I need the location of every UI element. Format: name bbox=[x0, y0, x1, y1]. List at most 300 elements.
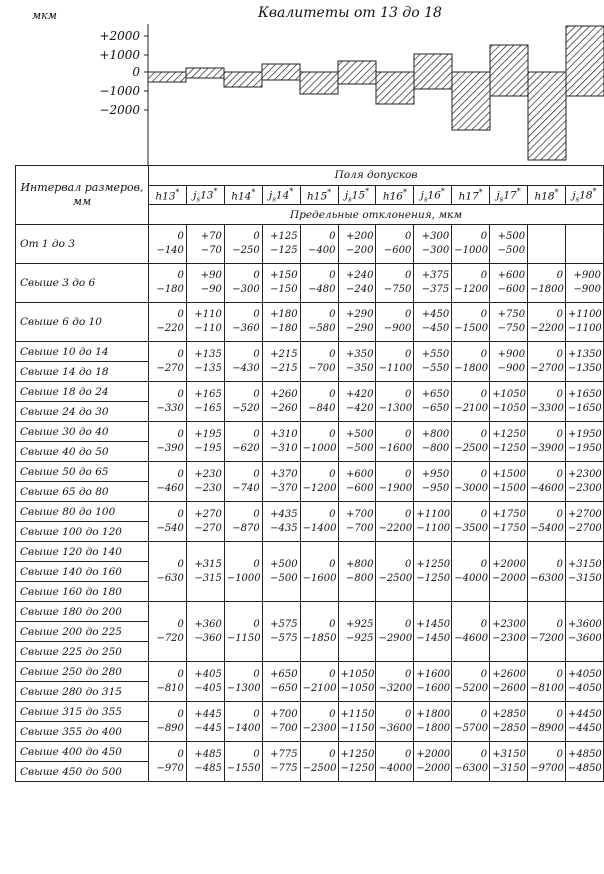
lower-deviation: −870 bbox=[232, 522, 260, 534]
deviation-cell bbox=[262, 422, 300, 462]
upper-deviation: 0 bbox=[404, 428, 412, 440]
upper-deviation: 0 bbox=[480, 618, 488, 630]
tolerance-bar bbox=[528, 72, 566, 160]
lower-deviation: −400 bbox=[308, 245, 336, 256]
lower-deviation: −3150 bbox=[492, 762, 526, 774]
lower-deviation: −1150 bbox=[226, 632, 261, 644]
deviation-cell bbox=[565, 422, 603, 462]
deviation-cell bbox=[565, 742, 603, 782]
tolerance-bar bbox=[148, 72, 186, 82]
deviation-cell bbox=[565, 602, 603, 662]
deviation-cell bbox=[452, 542, 490, 602]
y-axis-ticks bbox=[99, 29, 148, 117]
tolerance-bar bbox=[376, 72, 414, 104]
deviation-cell bbox=[565, 382, 603, 422]
deviation-cell bbox=[338, 602, 376, 662]
deviation-cell bbox=[338, 225, 376, 264]
lower-deviation: −1800 bbox=[530, 284, 564, 295]
deviation-cell bbox=[186, 225, 224, 264]
deviation-cell bbox=[224, 422, 262, 462]
upper-deviation: +165 bbox=[194, 388, 222, 400]
lower-deviation: −2200 bbox=[530, 323, 564, 334]
lower-deviation: −270 bbox=[156, 362, 184, 374]
deviation-cell bbox=[376, 422, 414, 462]
lower-deviation: −450 bbox=[421, 323, 450, 334]
upper-deviation: 0 bbox=[404, 348, 412, 360]
interval-cell: Свыше 50 до 65 bbox=[16, 462, 149, 482]
lower-deviation: −150 bbox=[270, 284, 298, 295]
lower-deviation: −370 bbox=[270, 482, 298, 494]
lower-deviation: −1000 bbox=[454, 245, 489, 256]
deviation-cell bbox=[149, 422, 187, 462]
deviation-cell bbox=[300, 602, 338, 662]
chart-title: Квалитеты от 13 до 18 bbox=[258, 5, 442, 21]
deviation-cell bbox=[528, 742, 566, 782]
lower-deviation: −435 bbox=[270, 522, 298, 534]
deviation-cell bbox=[414, 542, 452, 602]
y-tick-label: +1000 bbox=[99, 48, 140, 62]
deviation-cell bbox=[414, 702, 452, 742]
lower-deviation: −3600 bbox=[567, 632, 602, 644]
lower-deviation: −260 bbox=[270, 402, 298, 414]
upper-deviation: 0 bbox=[177, 558, 184, 570]
lower-deviation: −310 bbox=[270, 442, 298, 454]
deviation-cell bbox=[414, 502, 452, 542]
deviation-cell bbox=[338, 264, 376, 303]
deviation-cell bbox=[528, 382, 566, 422]
upper-deviation: 0 bbox=[480, 668, 488, 680]
deviation-cell bbox=[414, 602, 452, 662]
lower-deviation: −925 bbox=[345, 632, 374, 644]
lower-deviation: −2600 bbox=[492, 682, 526, 694]
lower-deviation: −230 bbox=[194, 482, 222, 494]
upper-deviation: 0 bbox=[329, 508, 336, 520]
lower-deviation: −810 bbox=[156, 682, 184, 694]
deviation-cell bbox=[490, 662, 528, 702]
interval-cell: Свыше 14 до 18 bbox=[16, 362, 149, 382]
upper-deviation: +2300 bbox=[567, 468, 602, 480]
deviation-cell bbox=[186, 702, 224, 742]
lower-deviation: −740 bbox=[232, 482, 260, 494]
lower-deviation: −650 bbox=[270, 682, 298, 694]
upper-deviation: 0 bbox=[480, 348, 488, 360]
upper-deviation: 0 bbox=[480, 388, 488, 400]
lower-deviation: −1100 bbox=[567, 323, 602, 334]
deviation-cell bbox=[149, 542, 187, 602]
deviation-cell bbox=[262, 462, 300, 502]
tolerance-bar bbox=[262, 64, 300, 80]
deviation-cell bbox=[338, 662, 376, 702]
lower-deviation: −3500 bbox=[454, 522, 489, 534]
upper-deviation: +445 bbox=[194, 708, 222, 720]
lower-deviation: −125 bbox=[270, 245, 298, 256]
deviation-cell bbox=[186, 602, 224, 662]
lower-deviation: −550 bbox=[421, 362, 450, 374]
upper-deviation: +360 bbox=[194, 618, 222, 630]
upper-deviation: 0 bbox=[329, 558, 336, 570]
lower-deviation: −3000 bbox=[454, 482, 489, 494]
lower-deviation: −180 bbox=[270, 323, 298, 334]
upper-deviation: +1600 bbox=[416, 668, 451, 680]
lower-deviation: −4600 bbox=[454, 632, 489, 644]
deviation-cell bbox=[186, 303, 224, 342]
upper-deviation: +450 bbox=[421, 309, 450, 320]
lower-deviation: −700 bbox=[345, 522, 374, 534]
lower-deviation: −445 bbox=[194, 722, 222, 734]
lower-deviation: −1550 bbox=[226, 762, 261, 774]
deviation-cell bbox=[262, 742, 300, 782]
upper-deviation: +1050 bbox=[492, 388, 526, 400]
lower-deviation: −3600 bbox=[378, 722, 413, 734]
deviation-cell bbox=[149, 662, 187, 702]
deviation-cell bbox=[414, 264, 452, 303]
upper-deviation: 0 bbox=[177, 618, 184, 630]
upper-deviation: 0 bbox=[556, 508, 563, 520]
upper-deviation: +775 bbox=[270, 748, 298, 760]
upper-deviation: 0 bbox=[556, 468, 563, 480]
upper-deviation: 0 bbox=[556, 348, 563, 360]
upper-deviation: 0 bbox=[329, 468, 336, 480]
column-header: $j_s16^*$ bbox=[414, 185, 452, 205]
deviation-cell bbox=[376, 342, 414, 382]
deviation-cell bbox=[224, 742, 262, 782]
column-header: $j_s18^*$ bbox=[565, 185, 603, 205]
upper-deviation: 0 bbox=[177, 231, 184, 242]
deviation-cell bbox=[186, 662, 224, 702]
deviation-cell bbox=[224, 264, 262, 303]
upper-deviation: 0 bbox=[556, 388, 563, 400]
lower-deviation: −1150 bbox=[340, 722, 375, 734]
upper-deviation: +650 bbox=[421, 388, 450, 400]
deviation-cell bbox=[376, 502, 414, 542]
deviation-cell bbox=[452, 742, 490, 782]
deviation-cell bbox=[300, 702, 338, 742]
interval-cell: Свыше 3 до 6 bbox=[16, 264, 149, 303]
lower-deviation: −360 bbox=[232, 323, 260, 334]
deviation-cell bbox=[565, 662, 603, 702]
lower-deviation: −460 bbox=[156, 482, 184, 494]
upper-deviation: 0 bbox=[329, 748, 336, 760]
deviation-cell bbox=[186, 382, 224, 422]
deviation-cell bbox=[452, 602, 490, 662]
lower-deviation: −420 bbox=[345, 402, 374, 414]
deviation-cell bbox=[300, 342, 338, 382]
deviation-cell bbox=[186, 742, 224, 782]
lower-deviation: −2900 bbox=[378, 632, 413, 644]
lower-deviation: −2300 bbox=[302, 722, 337, 734]
upper-deviation: +4450 bbox=[567, 708, 602, 720]
deviation-cell bbox=[376, 542, 414, 602]
deviation-cell bbox=[376, 462, 414, 502]
lower-deviation: −330 bbox=[156, 402, 184, 414]
upper-deviation: +195 bbox=[194, 428, 222, 440]
upper-deviation: +290 bbox=[345, 309, 374, 320]
upper-deviation: +1350 bbox=[567, 348, 602, 360]
upper-deviation: +2000 bbox=[416, 748, 451, 760]
deviation-cell bbox=[300, 502, 338, 542]
deviation-cell bbox=[490, 225, 528, 264]
deviation-cell bbox=[452, 662, 490, 702]
y-tick-label: −1000 bbox=[99, 84, 140, 98]
upper-deviation: 0 bbox=[556, 309, 563, 320]
deviation-cell bbox=[565, 702, 603, 742]
lower-deviation: −2700 bbox=[530, 362, 564, 374]
deviation-cell bbox=[490, 702, 528, 742]
lower-deviation: −1250 bbox=[340, 762, 375, 774]
deviation-cell bbox=[149, 225, 187, 264]
upper-deviation: +500 bbox=[497, 231, 526, 242]
lower-deviation: −8900 bbox=[530, 722, 564, 734]
table-row bbox=[16, 742, 604, 762]
lower-deviation: −240 bbox=[345, 284, 374, 295]
deviation-cell bbox=[376, 662, 414, 702]
lower-deviation: −1300 bbox=[378, 402, 413, 414]
interval-cell: Свыше 40 до 50 bbox=[16, 442, 149, 462]
lower-deviation: −1500 bbox=[492, 482, 526, 494]
deviation-cell bbox=[565, 303, 603, 342]
deviation-cell bbox=[149, 502, 187, 542]
upper-deviation: 0 bbox=[253, 508, 260, 520]
upper-deviation: 0 bbox=[556, 668, 563, 680]
interval-cell: Свыше 120 до 140 bbox=[16, 542, 149, 562]
upper-deviation: +180 bbox=[270, 309, 298, 320]
deviation-cell bbox=[224, 342, 262, 382]
upper-deviation: 0 bbox=[480, 231, 488, 242]
deviation-cell bbox=[262, 342, 300, 382]
upper-deviation: 0 bbox=[480, 309, 488, 320]
upper-deviation: 0 bbox=[404, 468, 412, 480]
deviation-cell bbox=[300, 264, 338, 303]
lower-deviation: −540 bbox=[156, 522, 184, 534]
interval-cell: Свыше 250 до 280 bbox=[16, 662, 149, 682]
lower-deviation: −140 bbox=[156, 245, 184, 256]
deviation-cell bbox=[376, 382, 414, 422]
lower-deviation: −2500 bbox=[378, 572, 413, 584]
deviation-cell bbox=[338, 303, 376, 342]
deviation-cell bbox=[224, 462, 262, 502]
deviation-cell bbox=[490, 542, 528, 602]
deviation-cell bbox=[376, 303, 414, 342]
deviation-cell bbox=[528, 342, 566, 382]
upper-deviation: 0 bbox=[404, 231, 412, 242]
deviation-cell bbox=[528, 462, 566, 502]
upper-deviation: 0 bbox=[556, 618, 563, 630]
interval-cell: Свыше 10 до 14 bbox=[16, 342, 149, 362]
deviation-cell bbox=[565, 502, 603, 542]
lower-deviation: −2000 bbox=[492, 572, 526, 584]
tolerance-bar bbox=[452, 72, 490, 130]
lower-deviation: −600 bbox=[497, 284, 526, 295]
interval-cell: Свыше 80 до 100 bbox=[16, 502, 149, 522]
upper-deviation: 0 bbox=[177, 270, 184, 281]
upper-deviation: 0 bbox=[480, 428, 488, 440]
deviation-cell bbox=[149, 264, 187, 303]
deviation-cell bbox=[452, 422, 490, 462]
lower-deviation: −1800 bbox=[416, 722, 451, 734]
lower-deviation: −890 bbox=[156, 722, 184, 734]
upper-deviation: +1250 bbox=[416, 558, 451, 570]
lower-deviation: −600 bbox=[383, 245, 412, 256]
upper-deviation: +1250 bbox=[492, 428, 526, 440]
tolerance-bar bbox=[338, 61, 376, 84]
upper-deviation: +1750 bbox=[492, 508, 526, 520]
lower-deviation: −5400 bbox=[530, 522, 564, 534]
upper-deviation: 0 bbox=[329, 708, 336, 720]
deviation-cell bbox=[186, 264, 224, 303]
upper-deviation: +1950 bbox=[567, 428, 602, 440]
upper-deviation: +375 bbox=[421, 270, 450, 281]
tolerance-bar bbox=[224, 72, 262, 87]
lower-deviation: −3200 bbox=[378, 682, 413, 694]
column-header: $j_s17^*$ bbox=[490, 185, 528, 205]
deviation-cell bbox=[414, 742, 452, 782]
upper-deviation: 0 bbox=[404, 388, 412, 400]
upper-deviation: 0 bbox=[177, 668, 184, 680]
upper-deviation: 0 bbox=[253, 468, 260, 480]
deviation-cell bbox=[414, 462, 452, 502]
upper-deviation: +2300 bbox=[492, 618, 526, 630]
upper-deviation: +310 bbox=[270, 428, 298, 440]
table-row bbox=[16, 702, 604, 722]
upper-deviation: +125 bbox=[270, 231, 298, 242]
lower-deviation: −750 bbox=[497, 323, 526, 334]
upper-deviation: 0 bbox=[404, 618, 412, 630]
lower-deviation: −300 bbox=[421, 245, 450, 256]
lower-deviation: −90 bbox=[200, 284, 222, 295]
table-row bbox=[16, 602, 604, 622]
lower-deviation: −270 bbox=[194, 522, 222, 534]
lower-deviation: −70 bbox=[200, 245, 222, 256]
deviation-cell bbox=[300, 542, 338, 602]
lower-deviation: −485 bbox=[194, 762, 222, 774]
upper-deviation: +315 bbox=[194, 558, 222, 570]
deviation-cell bbox=[452, 462, 490, 502]
interval-header: Интервал размеров, мм bbox=[16, 166, 149, 225]
deviation-cell bbox=[414, 382, 452, 422]
lower-deviation: −900 bbox=[383, 323, 412, 334]
upper-deviation: +600 bbox=[345, 468, 374, 480]
tolerance-bar bbox=[414, 54, 452, 89]
deviation-cell bbox=[565, 542, 603, 602]
table-row bbox=[16, 225, 604, 264]
upper-deviation: +550 bbox=[421, 348, 450, 360]
lower-deviation: −4450 bbox=[567, 722, 602, 734]
interval-cell: Свыше 355 до 400 bbox=[16, 722, 149, 742]
upper-deviation: 0 bbox=[177, 748, 184, 760]
interval-cell: Свыше 65 до 80 bbox=[16, 482, 149, 502]
upper-deviation: +900 bbox=[497, 348, 526, 360]
y-tick-label: −2000 bbox=[99, 103, 140, 117]
upper-deviation: 0 bbox=[556, 428, 563, 440]
deviation-cell bbox=[528, 225, 566, 264]
lower-deviation: −4050 bbox=[567, 682, 602, 694]
upper-deviation: +1250 bbox=[340, 748, 375, 760]
deviation-cell bbox=[262, 264, 300, 303]
upper-deviation: 0 bbox=[556, 558, 563, 570]
upper-deviation: +1150 bbox=[340, 708, 375, 720]
interval-cell: Свыше 18 до 24 bbox=[16, 382, 149, 402]
upper-deviation: 0 bbox=[177, 388, 184, 400]
lower-deviation: −195 bbox=[194, 442, 222, 454]
deviation-cell bbox=[224, 602, 262, 662]
deviation-cell bbox=[528, 264, 566, 303]
deviations-header: Предельные отклонения, мкм bbox=[149, 205, 604, 225]
lower-deviation: −575 bbox=[270, 632, 298, 644]
upper-deviation: 0 bbox=[556, 270, 563, 281]
upper-deviation: +2600 bbox=[492, 668, 526, 680]
deviation-cell bbox=[149, 602, 187, 662]
upper-deviation: 0 bbox=[253, 618, 260, 630]
upper-deviation: +1050 bbox=[340, 668, 375, 680]
lower-deviation: −720 bbox=[156, 632, 184, 644]
tolerance-bar bbox=[566, 26, 604, 96]
deviation-cell bbox=[149, 382, 187, 422]
deviation-cell bbox=[565, 342, 603, 382]
deviation-cell bbox=[224, 542, 262, 602]
tolerance-bars bbox=[148, 26, 604, 160]
lower-deviation: −1200 bbox=[454, 284, 489, 295]
lower-deviation: −1000 bbox=[226, 572, 261, 584]
tolerance-bar bbox=[490, 45, 528, 96]
deviation-cell bbox=[149, 462, 187, 502]
lower-deviation: −1300 bbox=[226, 682, 261, 694]
lower-deviation: −970 bbox=[156, 762, 184, 774]
lower-deviation: −2300 bbox=[567, 482, 602, 494]
upper-deviation: +240 bbox=[345, 270, 374, 281]
lower-deviation: −800 bbox=[345, 572, 374, 584]
lower-deviation: −800 bbox=[421, 442, 450, 454]
lower-deviation: −300 bbox=[232, 284, 260, 295]
interval-cell: Свыше 200 до 225 bbox=[16, 622, 149, 642]
upper-deviation: 0 bbox=[253, 388, 260, 400]
lower-deviation: −4000 bbox=[454, 572, 489, 584]
lower-deviation: −110 bbox=[194, 323, 222, 334]
lower-deviation: −600 bbox=[345, 482, 374, 494]
upper-deviation: +925 bbox=[345, 618, 374, 630]
deviation-cell bbox=[300, 303, 338, 342]
deviation-cell bbox=[376, 225, 414, 264]
tolerance-diagram bbox=[0, 0, 604, 165]
upper-deviation: +1650 bbox=[567, 388, 602, 400]
deviation-cell bbox=[338, 462, 376, 502]
tolerance-bar bbox=[186, 68, 224, 78]
deviation-cell bbox=[149, 702, 187, 742]
lower-deviation: −6300 bbox=[530, 572, 564, 584]
deviation-cell bbox=[300, 422, 338, 462]
upper-deviation: +650 bbox=[270, 668, 298, 680]
deviation-cell bbox=[338, 422, 376, 462]
table-row bbox=[16, 542, 604, 562]
deviation-cell bbox=[528, 542, 566, 602]
upper-deviation: 0 bbox=[329, 388, 336, 400]
lower-deviation: −1500 bbox=[454, 323, 489, 334]
table-row bbox=[16, 382, 604, 402]
upper-deviation: 0 bbox=[480, 748, 488, 760]
tolerance-bar bbox=[300, 72, 338, 94]
deviation-cell bbox=[565, 225, 603, 264]
lower-deviation: −750 bbox=[383, 284, 412, 295]
upper-deviation: +1500 bbox=[492, 468, 526, 480]
upper-deviation: 0 bbox=[329, 618, 336, 630]
deviation-cell bbox=[262, 502, 300, 542]
deviation-cell bbox=[376, 702, 414, 742]
upper-deviation: 0 bbox=[329, 270, 336, 281]
lower-deviation: −1600 bbox=[302, 572, 337, 584]
deviation-cell bbox=[186, 502, 224, 542]
deviation-cell bbox=[528, 303, 566, 342]
lower-deviation: −3900 bbox=[530, 442, 564, 454]
upper-deviation: 0 bbox=[253, 428, 260, 440]
